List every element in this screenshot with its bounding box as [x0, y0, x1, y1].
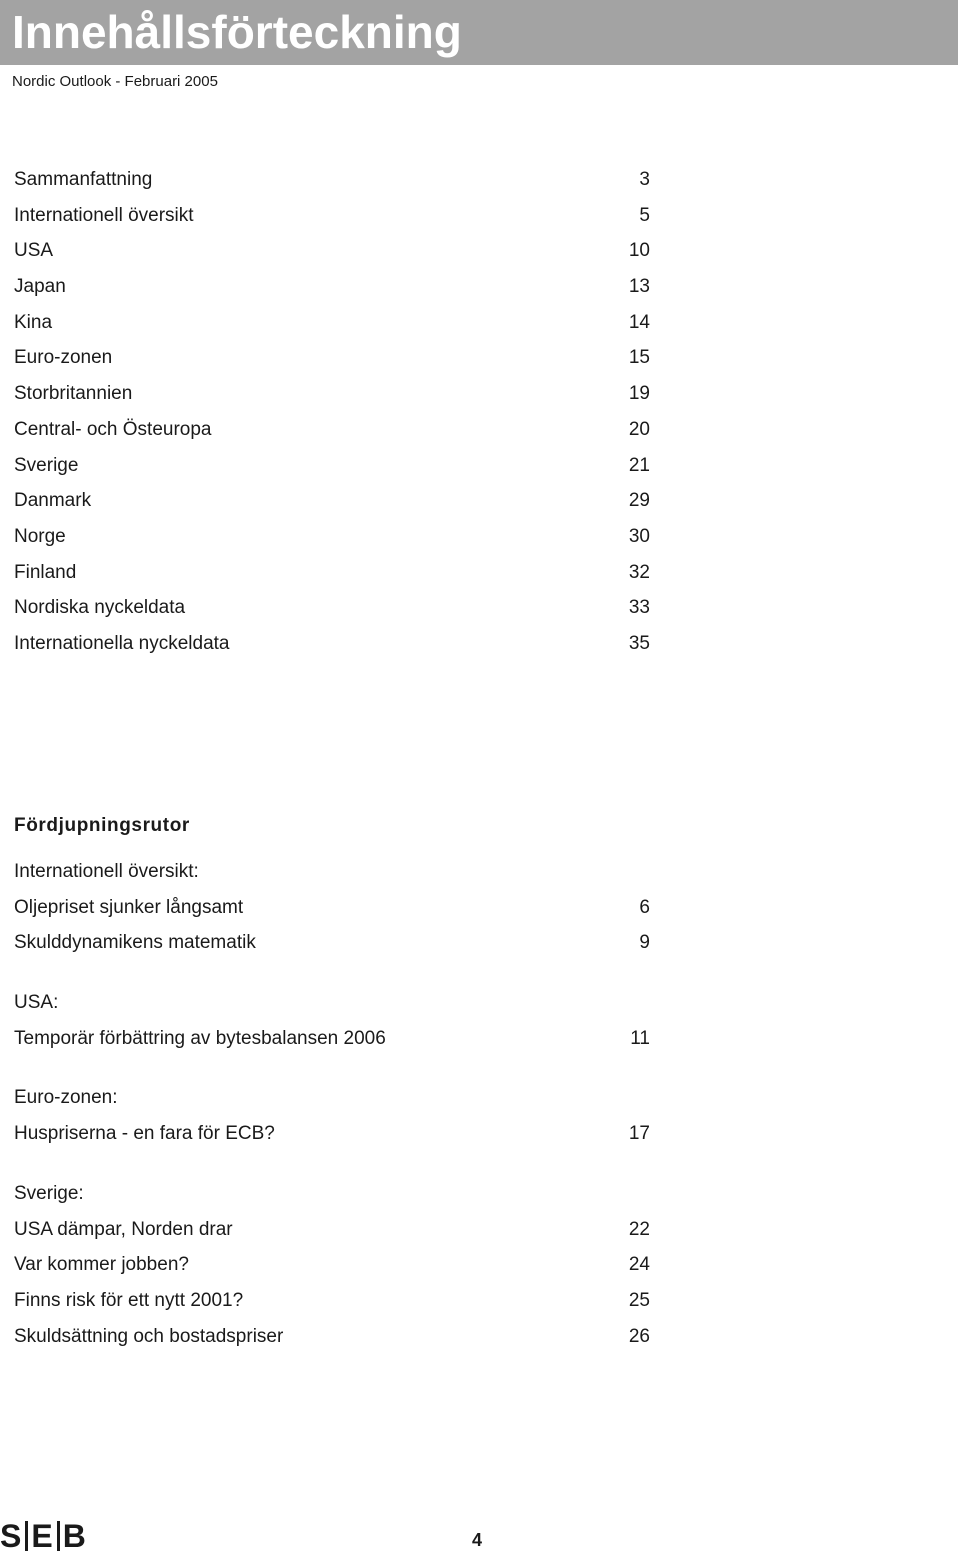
box-group-title: Internationell översikt: — [14, 861, 199, 882]
box-group-title: Euro-zonen: — [14, 1087, 118, 1109]
logo-letter: S — [0, 1517, 23, 1554]
box-group — [14, 989, 654, 1060]
boxes-heading: Fördjupningsrutor — [14, 815, 190, 836]
toc-entry-label: Japan — [14, 276, 66, 298]
box-entry — [14, 1025, 654, 1061]
box-entry — [14, 929, 654, 965]
toc-entry-page: 5 — [639, 204, 650, 226]
toc-entry — [14, 487, 654, 523]
box-entry-page: 26 — [628, 1325, 650, 1347]
toc-entry — [14, 630, 654, 666]
toc-entry — [14, 309, 654, 345]
box-entry-label: USA dämpar, Norden drar — [14, 1218, 233, 1240]
toc-entry — [14, 237, 654, 273]
box-group-title: USA: — [14, 992, 59, 1014]
toc-entry-page: 15 — [628, 347, 650, 369]
box-entry-page: 11 — [630, 1027, 650, 1049]
toc-entry — [14, 559, 654, 595]
logo-letter: E — [31, 1517, 54, 1554]
toc-entry-page: 33 — [628, 597, 650, 619]
toc-entry-page: 29 — [628, 490, 650, 512]
toc-entry-label: Euro-zonen — [14, 347, 113, 369]
box-entry-page: 17 — [628, 1123, 650, 1145]
page-title: Innehållsförteckning — [12, 6, 462, 58]
toc-entry-page: 3 — [639, 169, 650, 190]
seb-logo — [0, 1519, 87, 1553]
box-group — [14, 1180, 654, 1358]
toc-entry — [14, 523, 654, 559]
box-entry-page: 6 — [639, 896, 650, 918]
toc-entry-page: 14 — [628, 311, 650, 333]
box-entry — [14, 1216, 654, 1252]
toc-entry-page: 10 — [628, 240, 650, 262]
box-entry — [14, 1323, 654, 1359]
box-entry-page: 24 — [628, 1254, 650, 1276]
box-entry-label: Finns risk för ett nytt 2001? — [14, 1289, 244, 1311]
toc-entry — [14, 344, 654, 380]
toc-entry-page: 35 — [628, 632, 650, 654]
toc-entry-label: Internationell översikt — [14, 204, 194, 226]
box-entry-label: Skuldsättning och bostadspriser — [14, 1325, 284, 1347]
box-entry — [14, 894, 654, 930]
toc-entry-page: 21 — [628, 454, 650, 476]
toc-entry — [14, 416, 654, 452]
box-entry-label: Oljepriset sjunker långsamt — [14, 896, 244, 918]
publication-subtitle: Nordic Outlook - Februari 2005 — [12, 73, 218, 90]
toc-entry-label: Storbritannien — [14, 383, 133, 405]
toc-entry-page: 19 — [628, 383, 650, 405]
toc-entry-label: Central- och Östeuropa — [14, 418, 212, 440]
box-entry — [14, 1120, 654, 1156]
logo-divider — [57, 1521, 60, 1551]
toc-entry-page: 32 — [628, 561, 650, 583]
box-entry — [14, 1251, 654, 1287]
logo-divider — [25, 1521, 28, 1551]
page-number: 4 — [472, 1530, 483, 1550]
toc-entry — [14, 202, 654, 238]
toc-entry — [14, 273, 654, 309]
toc-entry-page: 30 — [628, 525, 650, 547]
box-entry-label: Var kommer jobben? — [14, 1254, 189, 1276]
box-entry-page: 9 — [639, 932, 650, 954]
toc-entry-label: Internationella nyckeldata — [14, 632, 230, 654]
toc-entry — [14, 452, 654, 488]
toc-entry — [14, 166, 654, 202]
toc-entry-label: Finland — [14, 561, 77, 583]
toc-entry — [14, 594, 654, 630]
toc-entry-label: Kina — [14, 311, 53, 333]
box-group — [14, 1084, 654, 1155]
box-group — [14, 858, 654, 965]
box-entry-page: 22 — [628, 1218, 650, 1240]
toc-entry-label: Sverige — [14, 454, 79, 476]
toc-list — [14, 166, 654, 666]
boxes-list — [14, 858, 654, 1358]
box-entry-label: Huspriserna - en fara för ECB? — [14, 1123, 275, 1145]
box-entry-label: Temporär förbättring av bytesbalansen 2006 — [14, 1027, 386, 1049]
toc-entry-label: Norge — [14, 525, 66, 547]
box-group-title: Sverige: — [14, 1182, 84, 1204]
toc-entry-label: Danmark — [14, 490, 92, 512]
toc-entry-label: Nordiska nyckeldata — [14, 597, 186, 619]
box-entry-label: Skulddynamikens matematik — [14, 932, 256, 954]
header-bar — [0, 0, 958, 65]
toc-entry-page: 13 — [628, 276, 650, 298]
toc-entry-label: Sammanfattning — [14, 169, 153, 190]
box-entry-page: 25 — [628, 1289, 650, 1311]
box-entry — [14, 1287, 654, 1323]
toc-entry-page: 20 — [628, 418, 650, 440]
toc-entry-label: USA — [14, 240, 54, 262]
logo-letter: B — [62, 1517, 87, 1554]
toc-entry — [14, 380, 654, 416]
